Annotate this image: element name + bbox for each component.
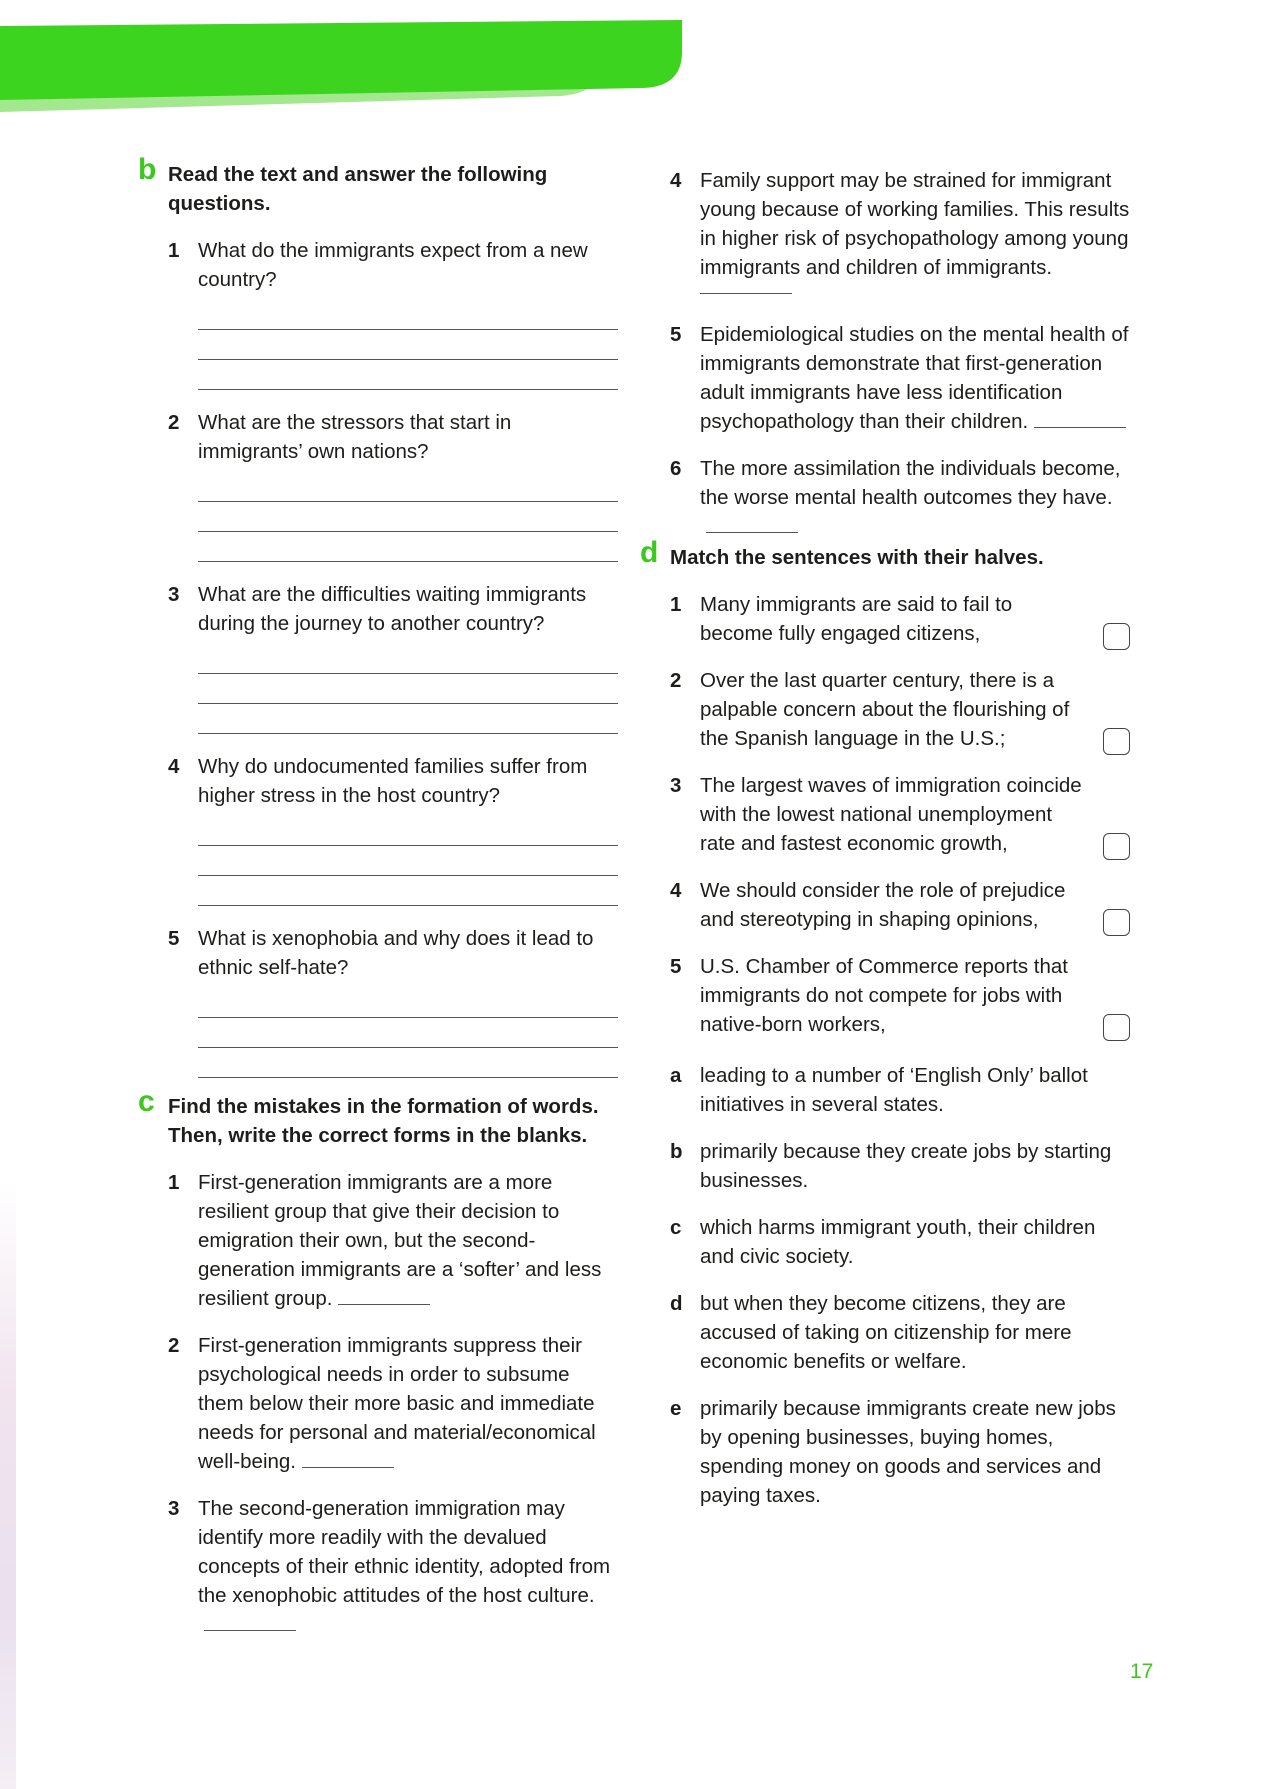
question <box>168 236 618 390</box>
answer-letter: b <box>670 1140 683 1163</box>
answer-blank[interactable] <box>302 1466 394 1468</box>
question <box>168 408 618 562</box>
match-answer <box>670 1137 1130 1195</box>
match-item <box>670 590 1130 648</box>
match-item <box>670 771 1130 858</box>
section-instruction: Read the text and answer the following questions. <box>168 163 548 215</box>
answer-text: which harms immigrant youth, their children and civic society. <box>700 1216 1096 1268</box>
section-b <box>138 153 618 1078</box>
item-text: Many immigrants are said to fail to become fully engaged citizens, <box>700 593 1013 645</box>
mistake-item <box>168 1168 618 1313</box>
left-column <box>138 153 618 1653</box>
mistake-item <box>670 166 1130 294</box>
question-number: 1 <box>168 239 180 262</box>
item-text: The more assimilation the individuals become, the worse mental health outcomes they have. <box>700 457 1121 509</box>
mistake-item <box>670 454 1130 541</box>
section-c <box>138 1085 618 1639</box>
match-item <box>670 666 1130 753</box>
mistake-item <box>168 1331 618 1476</box>
item-text: Over the last quarter century, there is a palpable concern about the flourishing of the Spanish language in the U.S.; <box>700 669 1070 750</box>
answer-letter: d <box>670 1292 683 1315</box>
left-edge-decoration <box>0 1180 16 1789</box>
item-number: 5 <box>670 955 682 978</box>
header-banner <box>0 0 700 130</box>
item-number: 4 <box>670 879 682 902</box>
match-answer <box>670 1394 1130 1510</box>
answer-blank[interactable] <box>204 1629 296 1631</box>
question-text: What do the immigrants expect from a new country? <box>198 239 588 291</box>
question-number: 2 <box>168 411 180 434</box>
match-answer <box>670 1289 1130 1376</box>
question <box>168 924 618 1078</box>
section-instruction: Find the mistakes in the formation of words. Then, write the correct forms in the blanks. <box>168 1095 599 1147</box>
item-number: 6 <box>670 457 682 480</box>
mistake-item <box>168 1494 618 1639</box>
answer-letter: c <box>670 1216 682 1239</box>
match-item <box>670 876 1130 934</box>
answer-text: primarily because they create jobs by starting businesses. <box>700 1140 1112 1192</box>
item-number: 4 <box>670 169 682 192</box>
answer-box[interactable] <box>1103 623 1130 650</box>
item-number: 2 <box>168 1334 180 1357</box>
question-number: 5 <box>168 927 180 950</box>
item-text: First-generation immigrants suppress their psychological needs in order to subsume them below their more basic and immediate needs for personal and material/economical well-being. <box>198 1334 596 1473</box>
question-number: 3 <box>168 583 180 606</box>
answer-text: leading to a number of ‘English Only’ ballot initiatives in several states. <box>700 1064 1088 1116</box>
item-number: 1 <box>670 593 682 616</box>
item-text: First-generation immigrants are a more resilient group that give their decision to emigration their own, but the second-generation immigrants are a ‘softer’ and less resilient group. <box>198 1171 602 1310</box>
question <box>168 580 618 734</box>
item-text: U.S. Chamber of Commerce reports that immigrants do not compete for jobs with native-born workers, <box>700 955 1068 1036</box>
answer-box[interactable] <box>1103 728 1130 755</box>
question <box>168 752 618 906</box>
item-number: 5 <box>670 323 682 346</box>
item-text: The largest waves of immigration coincide with the lowest national unemployment rate and fastest economic growth, <box>700 774 1082 855</box>
item-number: 2 <box>670 669 682 692</box>
match-answer <box>670 1213 1130 1271</box>
item-text: We should consider the role of prejudice and stereotyping in shaping opinions, <box>700 879 1066 931</box>
section-letter: b <box>138 153 157 186</box>
item-text: Epidemiological studies on the mental health of immigrants demonstrate that first-generation adult immigrants have less identification psychopathology than their children. <box>700 323 1129 433</box>
right-column <box>640 166 1130 1524</box>
answer-lines[interactable] <box>198 988 618 1078</box>
section-c-continued <box>640 166 1130 541</box>
answer-text: but when they become citizens, they are accused of taking on citizenship for mere economic benefits or welfare. <box>700 1292 1072 1373</box>
section-instruction: Match the sentences with their halves. <box>670 546 1044 569</box>
answer-blank[interactable] <box>338 1303 430 1305</box>
answer-lines[interactable] <box>198 644 618 734</box>
match-item <box>670 952 1130 1039</box>
item-text: Family support may be strained for immigrant young because of working families. This results in higher risk of psychopathology among young immigrants and children of immigrants. <box>700 169 1130 279</box>
section-letter: c <box>138 1085 155 1118</box>
question-number: 4 <box>168 755 180 778</box>
item-number: 3 <box>168 1497 180 1520</box>
answer-box[interactable] <box>1103 909 1130 936</box>
answer-box[interactable] <box>1103 833 1130 860</box>
mistake-item <box>670 320 1130 436</box>
answer-box[interactable] <box>1103 1014 1130 1041</box>
item-number: 1 <box>168 1171 180 1194</box>
question-text: What are the stressors that start in immigrants’ own nations? <box>198 411 512 463</box>
section-letter: d <box>640 536 659 569</box>
answer-blank[interactable] <box>706 531 798 533</box>
answer-letter: a <box>670 1064 682 1087</box>
answer-lines[interactable] <box>198 300 618 390</box>
answer-text: primarily because immigrants create new jobs by opening businesses, buying homes, spending money on goods and services and paying taxes. <box>700 1397 1116 1507</box>
section-d <box>640 536 1130 1510</box>
answer-letter: e <box>670 1397 682 1420</box>
match-answer <box>670 1061 1130 1119</box>
question-text: What is xenophobia and why does it lead to ethnic self-hate? <box>198 927 594 979</box>
answer-lines[interactable] <box>198 816 618 906</box>
question-text: What are the difficulties waiting immigrants during the journey to another country? <box>198 583 587 635</box>
answer-blank[interactable] <box>1034 426 1126 428</box>
item-text: The second-generation immigration may identify more readily with the devalued concepts of their ethnic identity, adopted from the xenophobic attitudes of the host culture. <box>198 1497 611 1607</box>
answer-blank[interactable] <box>700 292 792 294</box>
page-number: 17 <box>1130 1660 1154 1683</box>
answer-lines[interactable] <box>198 472 618 562</box>
item-number: 3 <box>670 774 682 797</box>
question-text: Why do undocumented families suffer from higher stress in the host country? <box>198 755 588 807</box>
